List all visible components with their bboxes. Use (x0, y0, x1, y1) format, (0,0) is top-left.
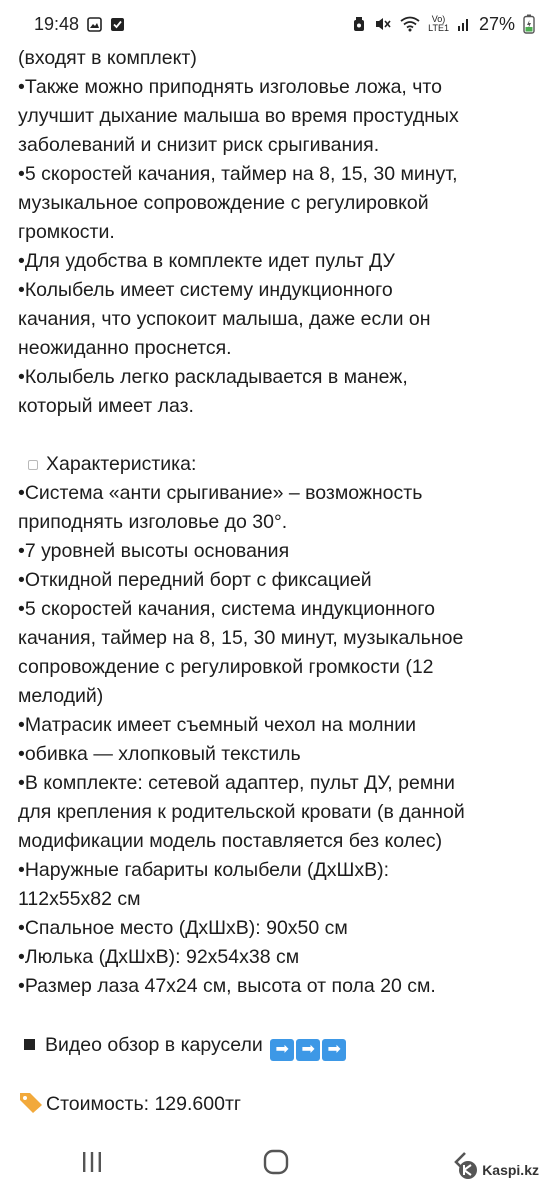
home-button[interactable] (236, 1138, 316, 1186)
text-line: который имеет лаз. (18, 395, 194, 417)
right-arrow-icon: ➡ (270, 1039, 294, 1061)
spacer (18, 1001, 538, 1031)
text-line: сопровождение с регулировкой громкости (12 (18, 656, 434, 678)
kaspi-logo-icon (458, 1160, 478, 1180)
text-line: •В комплекте: сетевой адаптер, пульт ДУ, ремни (18, 772, 455, 794)
text-line: качания, что успокоит малыша, даже если он (18, 308, 431, 330)
text-line: •Спальное место (ДхШхВ): 90х50 см (18, 917, 348, 939)
text-line: •5 скоростей качания, таймер на 8, 15, 30 минут, (18, 163, 458, 185)
text-line: качания, таймер на 8, 15, 30 минут, музыкальное (18, 627, 464, 649)
text-line: •обивка — хлопковый текстиль (18, 743, 301, 765)
text-line: •7 уровней высоты основания (18, 540, 290, 562)
characteristics-heading-text: Характеристика: (46, 453, 197, 475)
home-icon (262, 1148, 290, 1176)
text-line: •Матрасик имеет съемный чехол на молнии (18, 714, 416, 736)
text-line: улучшит дыхание малыша во время простудных (18, 105, 459, 127)
volte-label: Vo) (431, 14, 446, 24)
message-content (18, 44, 538, 1119)
recent-apps-icon (80, 1150, 104, 1174)
battery-icon (523, 14, 535, 34)
check-notification-icon (110, 17, 125, 32)
text-line: •Система «анти срыгивание» – возможность (18, 482, 423, 504)
price-line (18, 1090, 538, 1119)
alarm-icon (352, 16, 366, 32)
text-line: •Люлька (ДхШхВ): 92х54х38 см (18, 946, 300, 968)
lte-label: LTE1 (428, 23, 449, 33)
right-arrow-icon: ➡ (322, 1039, 346, 1061)
spacer (18, 421, 538, 450)
text-line: •Размер лаза 47х24 см, высота от пола 20 см. (18, 975, 436, 997)
text-line: музыкальное сопровождение с регулировкой (18, 192, 429, 214)
text-line: •Также можно приподнять изголовье ложа, что (18, 76, 442, 98)
signal-icon (457, 16, 471, 32)
video-text: Видео обзор в карусели (45, 1034, 263, 1056)
image-notification-icon (87, 17, 102, 32)
wifi-icon (400, 16, 420, 32)
square-bullet-icon (28, 460, 38, 470)
characteristics-heading (18, 450, 538, 479)
battery-percent: 27% (478, 13, 515, 34)
status-bar (0, 0, 553, 48)
text-line: •5 скоростей качания, система индукционного (18, 598, 435, 620)
text-line: для крепления к родительской кровати (в данной (18, 801, 465, 823)
text-line: громкости. (18, 221, 115, 243)
text-line: •Для удобства в комплекте идет пульт ДУ (18, 250, 395, 272)
text-line: мелодий) (18, 685, 104, 707)
status-right (352, 14, 535, 35)
status-left (34, 14, 125, 35)
price-tag-icon (18, 1090, 44, 1123)
mute-icon (374, 16, 392, 32)
volte-icon (428, 15, 449, 33)
text-line: •Наружные габариты колыбели (ДхШхВ): (18, 859, 390, 881)
right-arrow-icon: ➡ (296, 1039, 320, 1061)
text-line: приподнять изголовье до 30°. (18, 511, 288, 533)
price-text: Стоимость: 129.600тг (46, 1093, 241, 1115)
text-line: •Откидной передний борт с фиксацией (18, 569, 372, 591)
video-line (18, 1031, 538, 1060)
text-line: •Колыбель легко раскладывается в манеж, (18, 366, 408, 388)
text-line: 112х55х82 см (18, 888, 141, 910)
watermark-label: Kaspi.kz (482, 1162, 539, 1178)
text-line: •Колыбель имеет систему индукционного (18, 279, 393, 301)
black-square-icon (24, 1039, 35, 1050)
spacer (18, 1060, 538, 1090)
status-time: 19:48 (34, 13, 80, 34)
kaspi-watermark (458, 1160, 539, 1180)
text-line: заболеваний и снизит риск срыгивания. (18, 134, 380, 156)
text-line: (входят в комплект) (18, 47, 197, 69)
recent-apps-button[interactable] (52, 1138, 132, 1186)
text-line: модификации модель поставляется без колес) (18, 830, 443, 852)
text-line: неожиданно проснется. (18, 337, 232, 359)
